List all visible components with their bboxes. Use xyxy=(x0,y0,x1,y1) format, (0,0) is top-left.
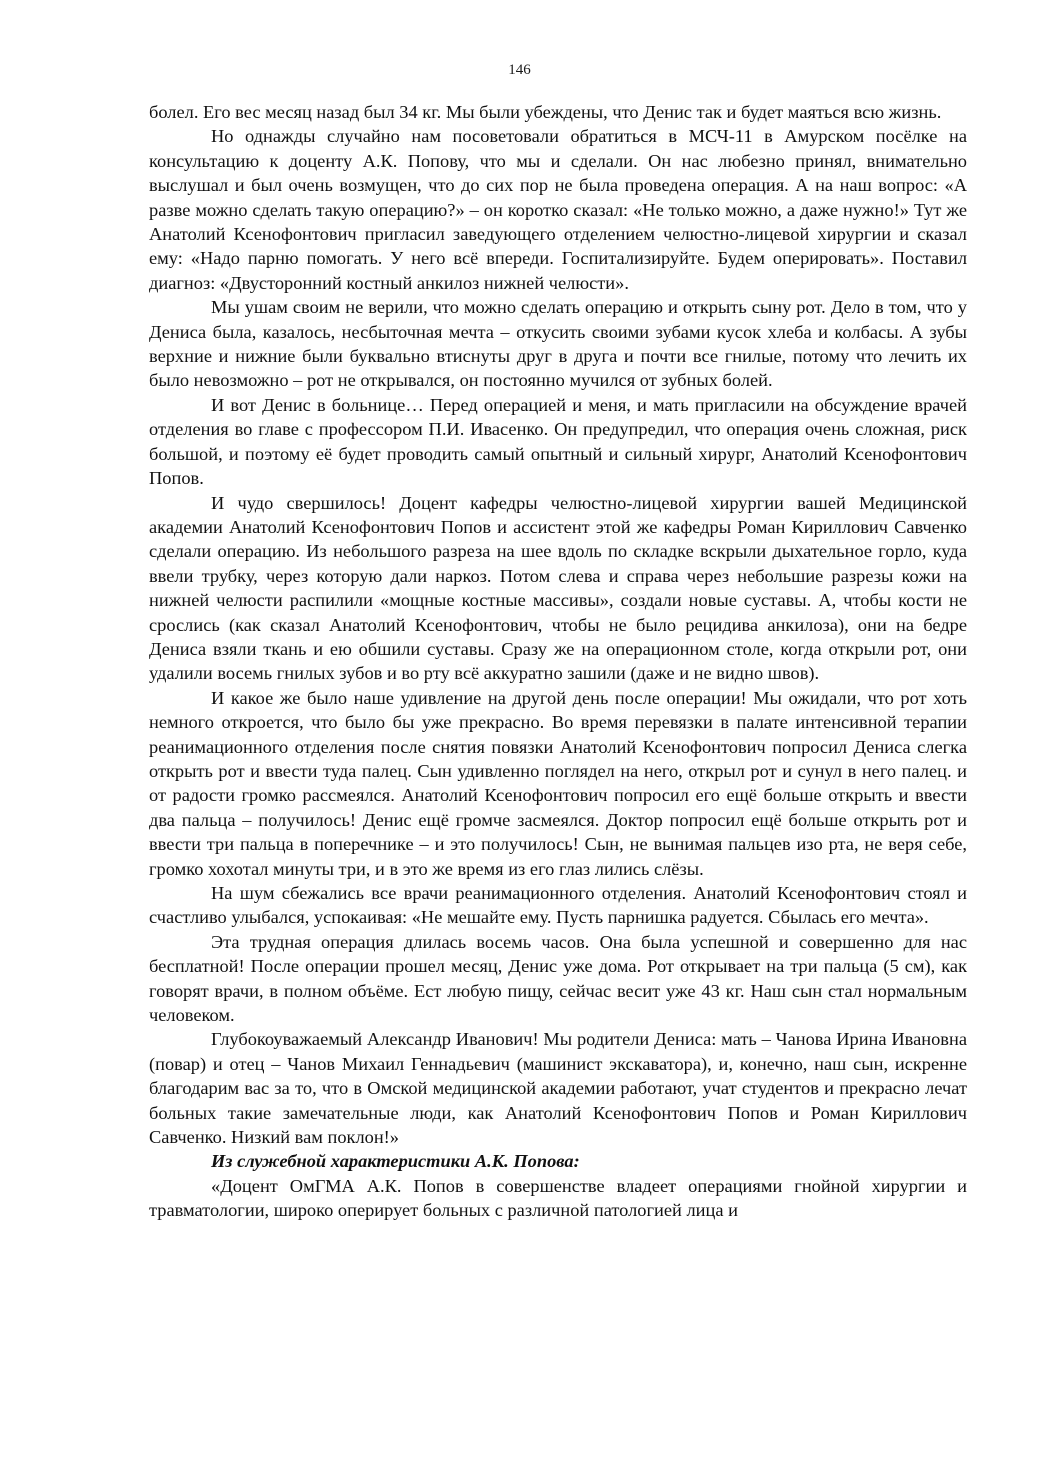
paragraph-1: болел. Его вес месяц назад был 34 кг. Мы были убеждены, что Денис так и будет маяться всю жизнь. xyxy=(149,102,942,122)
paragraph-7: На шум сбежались все врачи реанимационного отделения. Анатолий Ксенофонтович стоял и счастливо улыбался, успокаивая: «Не мешайте ему. Пусть парнишка радуется. Сбылась его мечта». xyxy=(149,883,967,928)
paragraph-2: Но однажды случайно нам посоветовали обратиться в МСЧ-11 в Амурском посёлке на консультацию к доценту А.К. Попову, что мы и сделали. Он нас любезно принял, внимательно выслушал и был очень возмущен, что до сих пор не была проведена операция. А на наш вопрос: «А разве можно сделать такую операцию?» – он коротко сказал: «Не только можно, а даже нужно!» Тут же Анатолий Ксенофонтович пригласил заведующего отделением челюстно-лицевой хирургии и сказал ему: «Надо парню помогать. У него всё впереди. Госпитализируйте. Будем оперировать». Поставил диагноз: «Двусторонний костный анкилоз нижней челюсти». xyxy=(149,126,967,293)
paragraph-9: Глубокоуважаемый Александр Иванович! Мы родители Дениса: мать – Чанова Ирина Ивановна (повар) и отец – Чанов Михаил Геннадьевич (машинист экскаватора), и, конечно, наш сын, искренне благодарим вас за то, что в Омской медицинской академии работают, учат студентов и прекрасно лечат больных такие замечательные люди, как Анатолий Ксенофонтович Попов и Роман Кириллович Савченко. Низкий вам поклон!» xyxy=(149,1029,967,1148)
paragraph-3: Мы ушам своим не верили, что можно сделать операцию и открыть сыну рот. Дело в том, что у Дениса была, казалось, несбыточная мечта – откусить своими зубами кусок хлеба и колбасы. А зубы верхние и нижние были буквально втиснуты друг в друга и почти все гнилые, потому что лечить их было невозможно – рот не открывался, он постоянно мучился от зубных болей. xyxy=(149,297,967,391)
paragraph-5: И чудо свершилось! Доцент кафедры челюстно-лицевой хирургии вашей Медицинской академии Анатолий Ксенофонтович Попов и ассистент этой же кафедры Роман Кириллович Савченко сделали операцию. Из небольшого разреза на шее вдоль по складке вскрыли дыхательное горло, куда ввели трубку, через которую дали наркоз. Потом слева и справа через небольшие разрезы кожи на нижней челюсти распилили «мощные костные массивы», создали новые суставы. А, чтобы кости не срослись (как сказал Анатолий Ксенофонтович, чтобы не было рецидива анкилоза), они на бедре Дениса взяли ткань и ею обшили суставы. Сразу же на операционном столе, когда открыли рот, они удалили восемь гнилых зубов и во рту всё аккуратно зашили (даже и не видно швов). xyxy=(149,492,967,684)
paragraph-6: И какое же было наше удивление на другой день после операции! Мы ожидали, что рот хоть немного откроется, что было бы уже прекрасно. Во время перевязки в палате интенсивной терапии реанимационного отделения после снятия повязки Анатолий Ксенофонтович попросил Дениса слегка открыть рот и ввести туда палец. Сын удивленно поглядел на него, открыл рот и сунул в него палец. и от радости громко рассмеялся. Анатолий Ксенофонтович попросил его ещё больше открыть и ввести два пальца – получилось! Денис ещё громче засмеялся. Доктор попросил ещё больше открыть рот и ввести три пальца в поперечнике – и это получилось! Сын, не вынимая пальцев изо рта, не веря себе, громко хохотал минуты три, и в это же время из его глаз лились слёзы. xyxy=(149,687,967,879)
paragraph-10: «Доцент ОмГМА А.К. Попов в совершенстве владеет операциями гнойной хирургии и травматологии, широко оперирует больных с различной патологией лица и xyxy=(149,1175,967,1221)
paragraph-8: Эта трудная операция длилась восемь часов. Она была успешной и совершенно для нас бесплатной! После операции прошел месяц, Денис уже дома. Рот открывает на три пальца (5 см), как говорят врачи, в полном объёме. Ест любую пищу, сейчас весит уже 43 кг. Наш сын стал нормальным человеком. xyxy=(149,931,967,1026)
body-text xyxy=(149,100,967,1223)
section-heading: Из служебной характеристики А.К. Попова: xyxy=(211,1151,580,1172)
page-number: 146 xyxy=(508,62,531,78)
paragraph-4: И вот Денис в больнице… Перед операцией и меня, и мать пригласили на обсуждение врачей отделения во главе с профессором П.И. Ивасенко. Он предупредил, что операция очень сложная, риск большой, и поэтому её будет проводить самый опытный и сильный хирург, Анатолий Ксенофонтович Попов. xyxy=(149,394,967,489)
